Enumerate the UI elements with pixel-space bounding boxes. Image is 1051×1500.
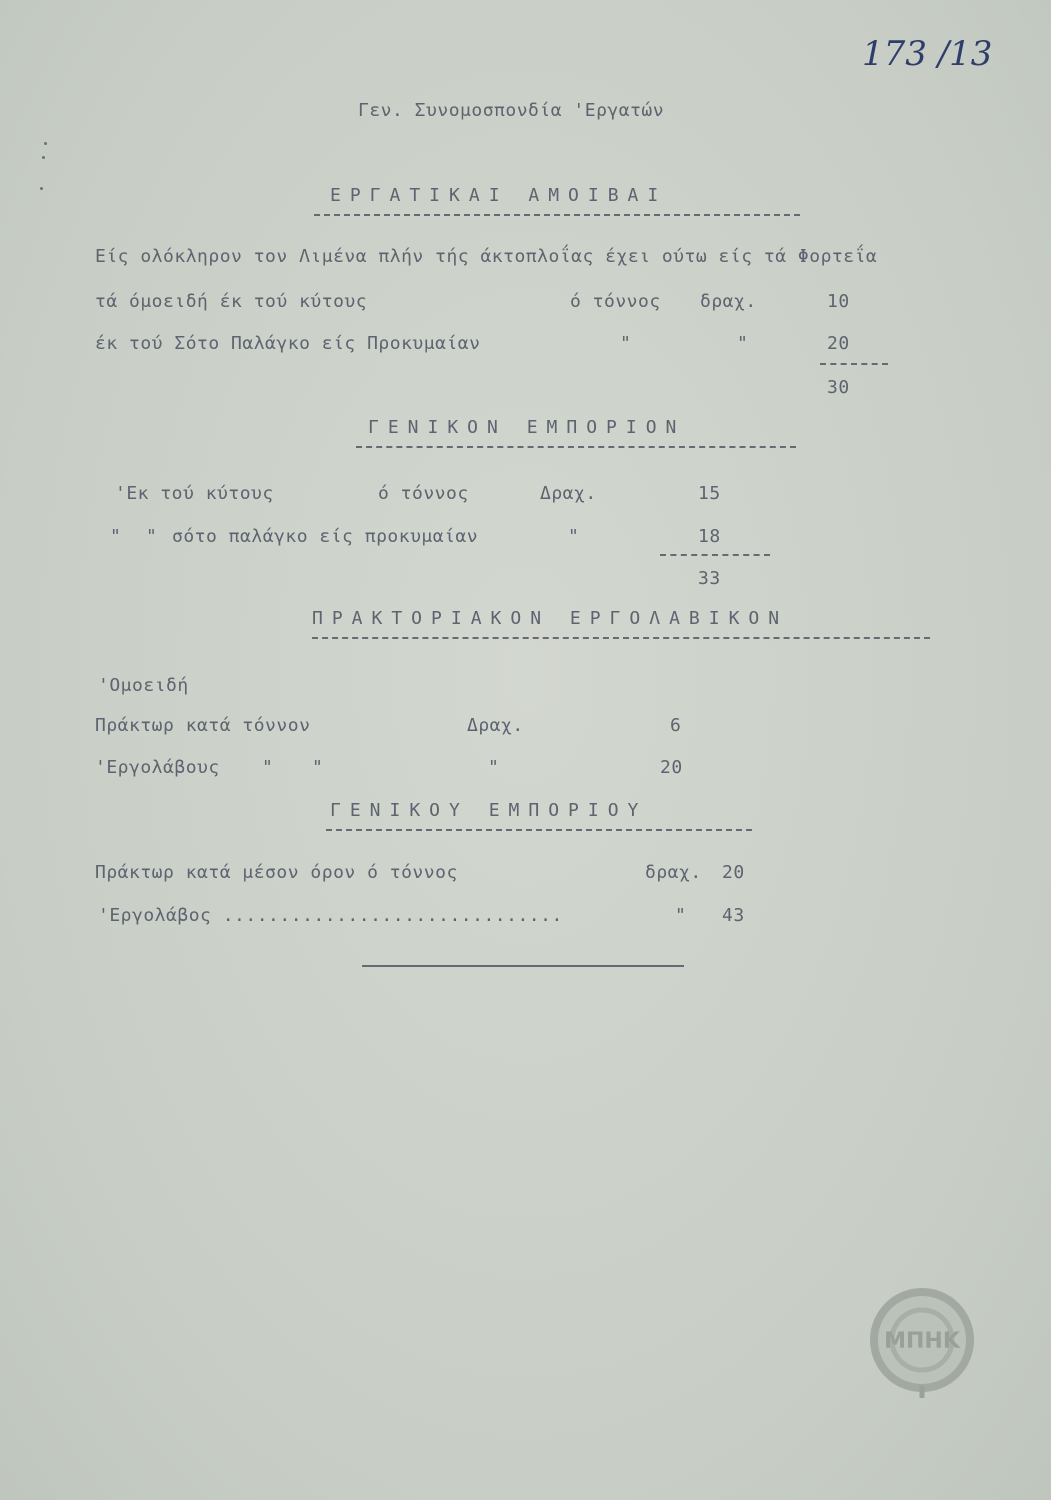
row-value: 6 [670,715,682,736]
ditto-mark: " [620,333,632,354]
section-title: ΠΡΑΚΤΟΡΙΑΚΟΝ ΕΡΓΟΛΑΒΙΚΟΝ [312,608,789,629]
row-total: 33 [698,568,721,589]
ditto-mark: " [146,526,158,547]
row-label: 'Εργολάβους [95,757,220,778]
ditto-mark: " [737,333,749,354]
row-unit: ό τόννος [378,483,469,504]
row-value: 20 [722,862,745,883]
title-underline [326,829,752,831]
ditto-mark: " [262,757,274,778]
row-unit: ό τόννος [570,291,661,312]
row-label: σότο παλάγκο είς προκυμαίαν [172,526,479,547]
ditto-mark: " [312,757,324,778]
row-label: Πράκτωρ κατά τόννον [95,715,311,736]
section-title: ΓΕΝΙΚΟΥ ΕΜΠΟΡΙΟΥ [330,800,648,821]
letterhead: Γεν. Συνομοσπονδία 'Εργατών [358,100,665,121]
row-label: 'Εκ τού κύτους [115,483,274,504]
row-currency: Δραχ. [467,715,524,736]
closing-rule [362,965,684,967]
section-title: ΕΡΓΑΤΙΚΑΙ ΑΜΟΙΒΑΙ [330,185,668,206]
title-underline [314,214,800,216]
margin-mark [44,142,47,145]
ditto-mark: " [568,526,580,547]
row-label: έκ τού Σότο Παλάγκο είς Προκυμαίαν [95,333,481,354]
row-value: 10 [827,291,850,312]
stamp-text: ΜΠΗΚ [884,1329,960,1354]
margin-mark [42,156,45,159]
row-value: 15 [698,483,721,504]
title-underline [356,446,796,448]
row-value: 20 [827,333,850,354]
sum-line [660,554,770,556]
title-underline [312,637,930,639]
row-value: 18 [698,526,721,547]
row-currency: Δραχ. [540,483,597,504]
margin-mark [40,187,43,190]
archive-number-annotation: 173 /13 [862,34,993,74]
row-total: 30 [827,377,850,398]
sum-line [820,363,888,365]
row-value: 43 [722,905,745,926]
row-currency: δραχ. [700,291,757,312]
ditto-mark: " [488,757,500,778]
row-currency: δραχ. [645,862,702,883]
row-label: Πράκτωρ κατά μέσον όρον ό τόννος [95,862,458,883]
row-label: 'Εργολάβος .............................. [98,905,563,926]
section-title: ΓΕΝΙΚΟΝ ΕΜΠΟΡΙΟΝ [368,417,686,438]
ditto-mark: " [675,905,687,926]
archive-stamp-logo [866,1282,978,1402]
row-value: 20 [660,757,683,778]
intro-text: Είς ολόκληρον τον Λιμένα πλήν τής άκτοπλοΐας έχει ούτω είς τά Φορτεΐα [95,246,878,267]
row-label: τά όμοειδή έκ τού κύτους [95,291,368,312]
subheading: 'Ομοειδή [98,675,189,696]
ditto-mark: " [110,526,122,547]
